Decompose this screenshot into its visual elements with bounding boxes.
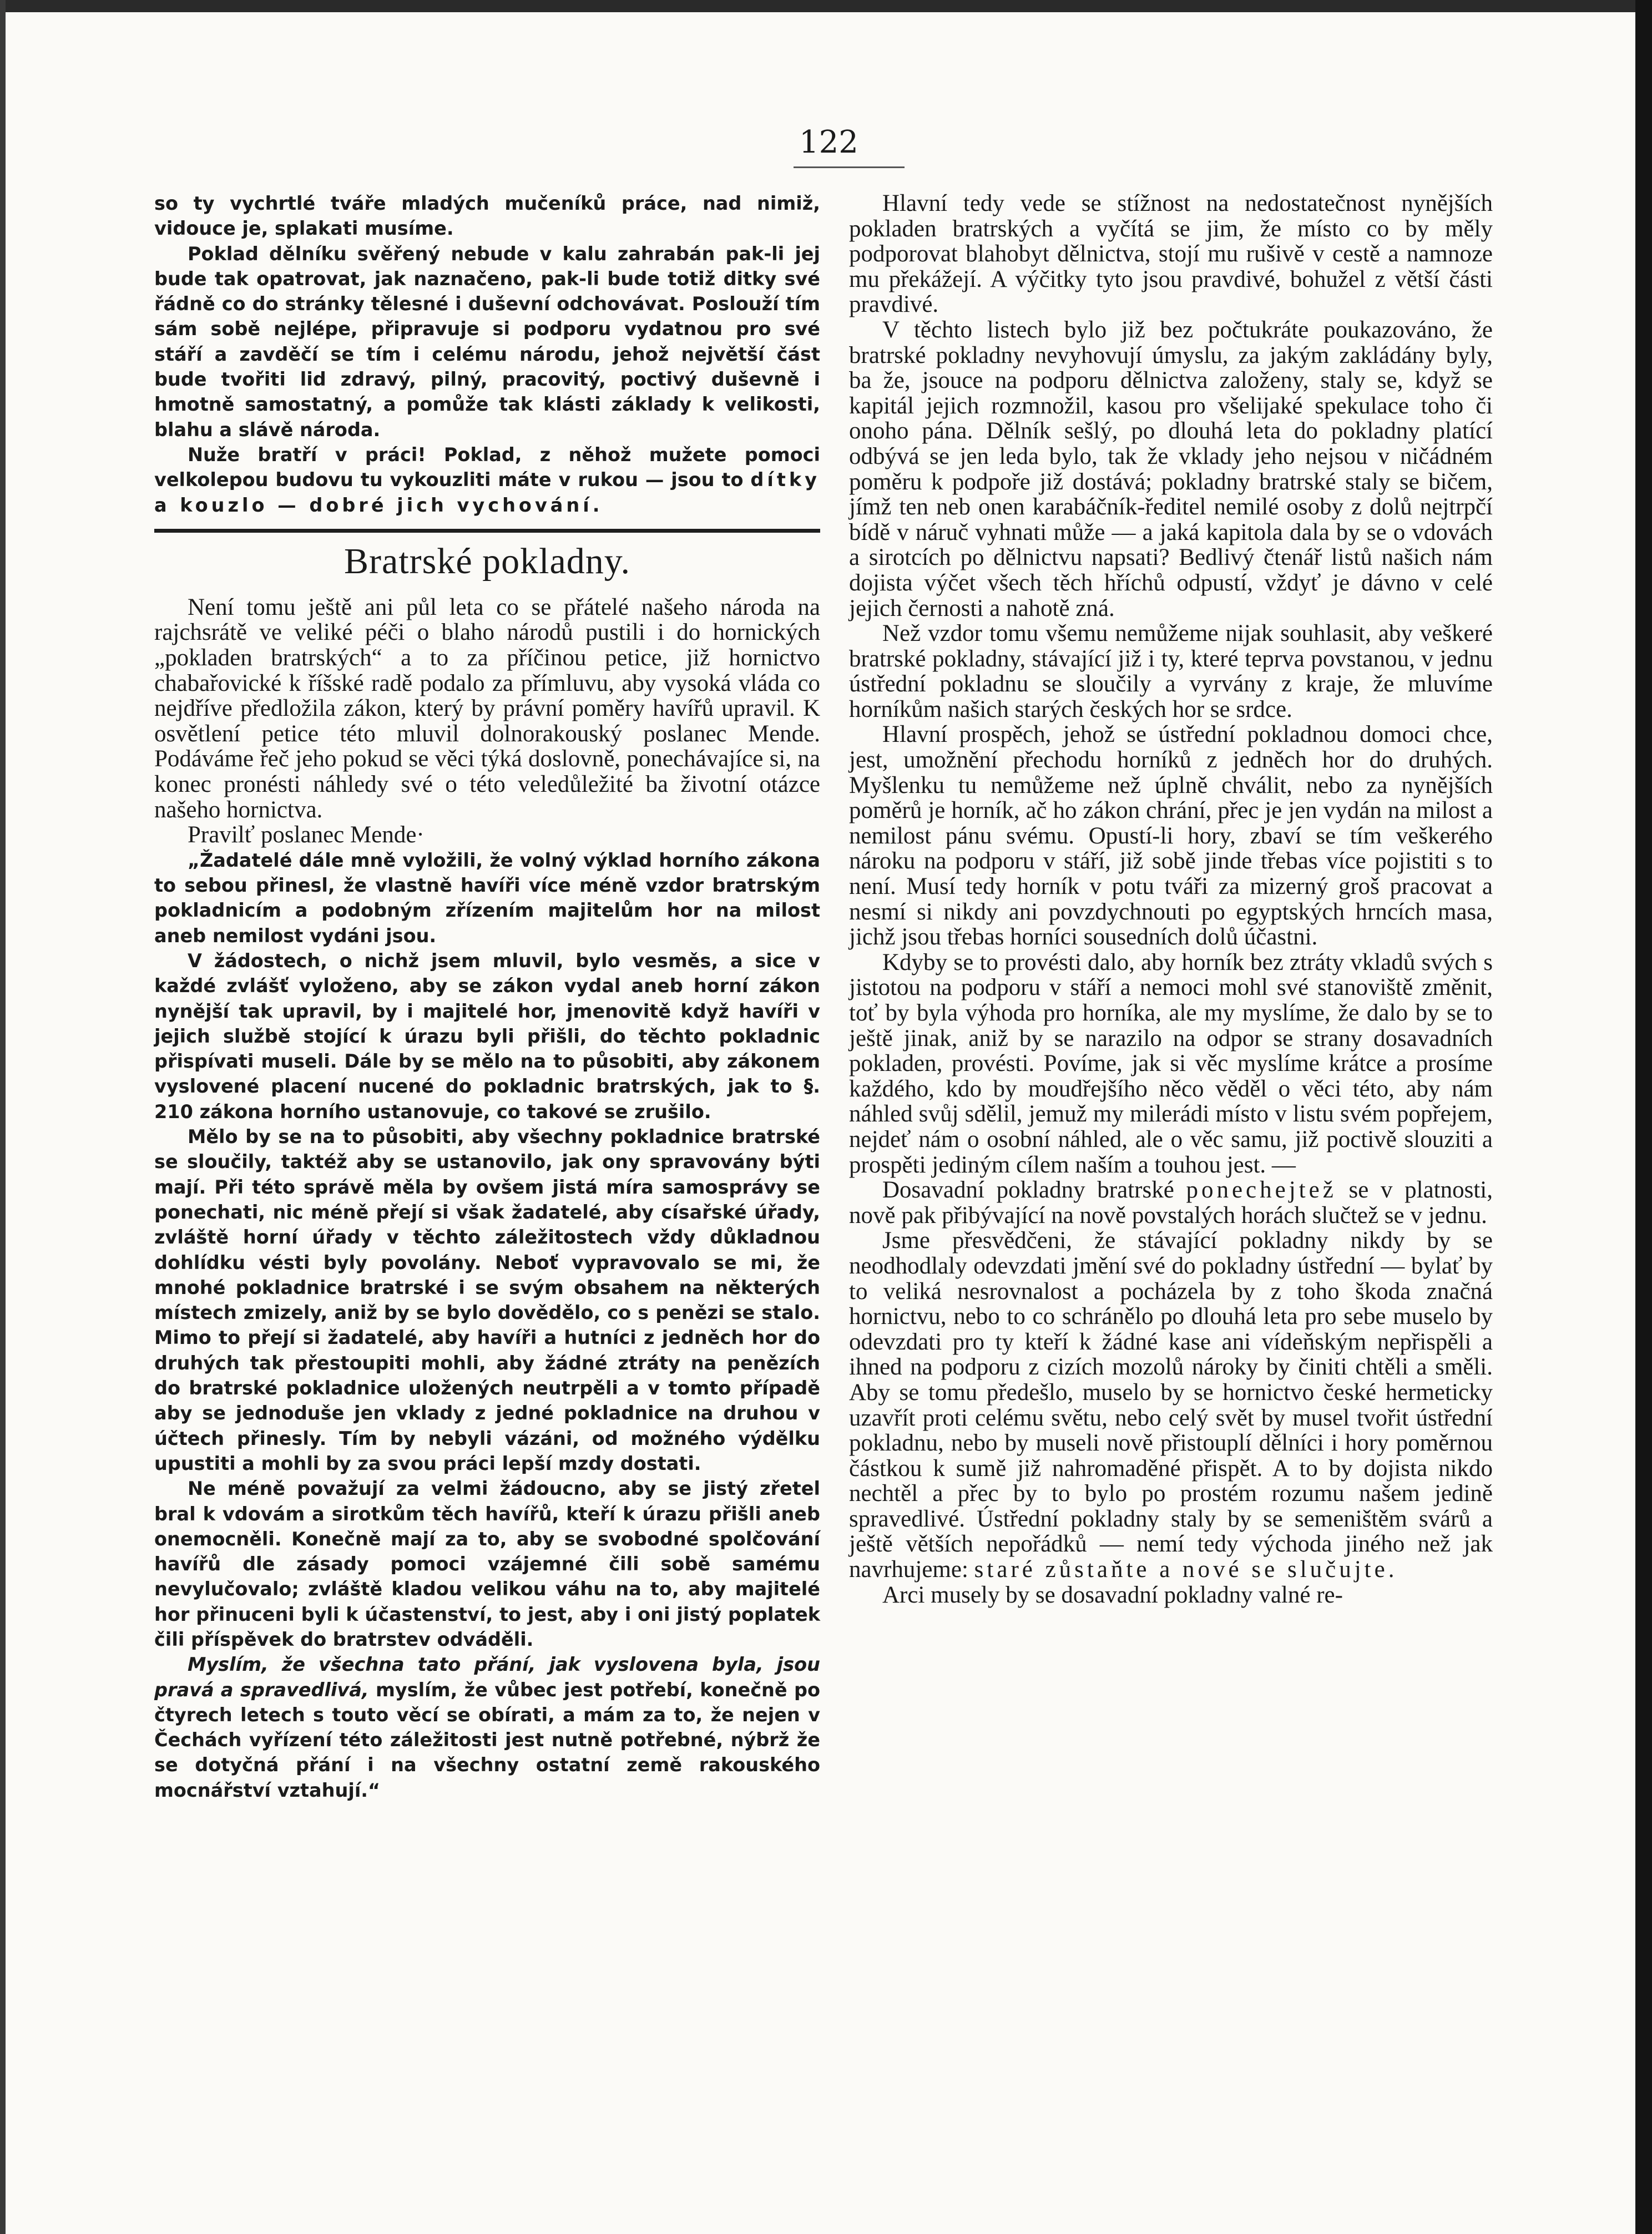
page-number-rule xyxy=(794,166,905,168)
keep-paragraph xyxy=(849,1177,1493,1228)
keep-text-before: Dosavadní pokladny bratrské xyxy=(882,1177,1186,1204)
closing-text: Nuže bratří v práci! Poklad, z něhož mužete pomoci velkolepou budovu tu vykouzliti máte v rukou — jsou to xyxy=(154,443,820,491)
last-line: Arci musely by se dosavadní pokladny valné re- xyxy=(882,1581,1343,1608)
article-paragraph: Hlavní prospěch, jehož se ústřední pokladnou domoci chce, jest, umožnění přechodu horníků z jedněch hor do druhých. Myšlenku tu nemůžeme než úplně chválit, nebo za nynějších poměrů je horník, ač ho zákon chrání, přec je jen vydán na milost a nemilost pánu svému. Opustí-li hory, zbaví se tím veškerého nároku na podporu v stáří, již sobě jinde třebas více pojistiti s to není. Musí tedy horník v potu tváři za mizerný groš pracovat a nesmí si nikdy ani povzdychnouti po egyptských hrncích masa, jichž jsou třebas horníci sousedních dolů účastni. xyxy=(849,721,1493,951)
conviction-spaced: staré zůstaňte a nové se slučujte. xyxy=(974,1556,1398,1583)
left-column xyxy=(154,191,820,1803)
speech-paragraph: Ne méně považují za velmi žádoucno, aby se jistý zřetel bral k vdovám a sirotkům těch havířů, kteří k úrazu přišli aneb onemocněli. Konečně mají za to, aby se svobodné spolčování havířů dle zásady pomoci vzájemné čili sobě samému nevylučovalo; zvláště kladou velikou váhu na to, aby majitelé hor přinuceni byli k účastenství, to jest, aby i oni jistý poplatek čili příspěvek do bratrstev odváděli. xyxy=(154,1478,820,1650)
closing-paragraph xyxy=(154,442,820,518)
speech-section xyxy=(154,848,820,1803)
speech-paragraph: „Žadatelé dále mně vyložili, že volný výklad horního zákona to sebou přinesl, že vlastně havíři více méně vzdor bratrským pokladnicím a podobným zřízením majitelům hor na milost aneb nemilost vydáni jsou. xyxy=(154,849,820,947)
article-paragraph: Hlavní tedy vede se stížnost na nedostatečnost nynějších pokladen bratrských a vyčítá se jim, že místo co by měly podporovat blahobyt dělnictva, stojí mu rušivě v cestě a namnoze mu překážejí. A výčitky tyto jsou pravdivé, bohužel z větší části pravdivé. xyxy=(849,190,1493,318)
keep-text-after: se v platnosti, nově pak přibývající na nově povstalých horách slučtež se v jednu. xyxy=(849,1177,1493,1229)
scan-border-top xyxy=(0,0,1652,12)
conviction-text: Jsme přesvědčeni, že stávající pokladny nikdy by se neodhodlaly odevzdati jmění své do pokladny ústřední — bylať by to veliká nesrovnalost a pocházela by z toho škoda značná hornictvu, nebo to co schránělo po dlouhá leta pro sebe muselo by odevzdati pro ty kteří k žádné kase ani vídeňským nepřispěli a ihned na podporu z cizích mozolů nároky by činiti chtěli a směli. Aby se tomu předešlo, muselo by se hornictvo české hermeticky uzavřít proti celému světu, nebo celý svět by musel tvořit ústřední pokladnu, nebo by museli nově přistouplí dělníci i hory poměrnou částkou k sumě již nahromaděné přispět. A to by dojista nikdo nechtěl a přec by to bylo po prostém rozumu našem jedině spravedlivé. Ústřední pokladny staly by se semeništěm svárů a ještě větších nepořádků — nemí tedy východa jiného než jak navrhujeme: xyxy=(849,1227,1493,1583)
article-paragraph: Kdyby se to provésti dalo, aby horník bez ztráty vkladů svých s jistotou na podporu v stáří a nemoci mohl své stanoviště změnit, toť by byla výhoda pro horníka, ale my myslíme, že dalo by se to ještě jinak, aniž by se narazilo na odpor se strany dosavadních pokladen, provésti. Povíme, jak si věc myslíme krátce a prosíme každého, kdo by moudřejšího něco věděl o věci této, aby nám náhled svůj sdělil, jemuž my milerádi místo v listu svém popřejem, nejdeť nám o osobní náhled, ale o věc samu, již poctivě slouziti a prospěti jediným cílem naším a touhou jest. — xyxy=(849,949,1493,1178)
page-number: 122 xyxy=(799,124,858,160)
speech-paragraph: V žádostech, o nichž jsem mluvil, bylo vesměs, a sice v každé zvlášť vyloženo, aby se zákon vydal aneb horní zákon nynější tak upravil, by i majitelé hor, jmenovitě když havíři v jejich službě stojící k úrazu byli přišli, do těchto pokladnic přispívati museli. Dále by se mělo na to působiti, aby zákonem vyslovené placení nucené do pokladnic bratrských, jak to §. 210 zákona horního ustanovuje, co takové se zrušilo. xyxy=(154,949,820,1123)
speech-final-text: myslím, že vůbec jest potřebí, konečně po čtyrech letech s touto věcí se obírati, a mám za to, že nejen v Čechách vyřízení této záležitosti jest nutně potřebné, nýbrž že se dotyčná přání i na všechny ostatní země rakouského mocnářství vztahují.“ xyxy=(154,1679,821,1801)
keep-spaced: ponechejtež xyxy=(1186,1177,1337,1204)
intro-section xyxy=(154,191,820,518)
closing-emphasis: dítky a kouzlo — dobré jich vychování. xyxy=(154,469,820,516)
article-paragraph: Není tomu ještě ani půl leta co se přátelé našeho národa na rajchsrátě ve veliké péči o blaho národů pustili i do hornických „pokladen bratrských“ a to za příčinou petice, již hornictvo chabařovické k říšské radě podalo za přímluvu, aby vysoká vláda co nejdříve předložila zákon, který by právní poměry havířů upravil. K osvětlení petice této mluvil dolnorakouský poslanec Mende. Podáváme řeč jeho pokud se věci týká doslovně, ponechávajíce si, na konec pronésti náhledy své o této veledůležité ba životní otázce našeho hornictva. xyxy=(154,594,820,823)
article-paragraph: Pravilť poslanec Mende· xyxy=(188,822,425,848)
right-column xyxy=(849,191,1493,1608)
speech-final-paragraph xyxy=(154,1652,820,1803)
article-paragraph: Než vzdor tomu všemu nemůžeme nijak souhlasit, aby veškeré bratrské pokladny, stávající již i ty, které teprva povstanou, v jednu ústřední pokladnu se sloučily a vyrvány z kraje, že mluvíme horníkům našich starých českých hor se srdce. xyxy=(849,620,1493,722)
speech-paragraph: Mělo by se na to působiti, aby všechny pokladnice bratrské se sloučily, taktéž aby se ustanovilo, jak ony spravovány býti mají. Při této správě měla by ovšem jistá míra samosprávy se ponechati, nic méně přejí si však žadatelé, aby císařské úřady, zvláště horní úřady v těchto záležitostech vždy důkladnou dohlídku vésti byly povolány. Neboť vypravovalo se mi, že mnohé pokladnice bratrské i se svým obsahem na některých místech zmizely, aniž by se bylo dovědělo, co s penězi se stalo. Mimo to přejí si žadatelé, aby havíři a hutníci z jedněch hor do druhých tak přestoupiti mohli, aby žádné ztráty na penězích do bratrské pokladnice uložených neutrpěli a v tomto případě aby se jednoduše jen vklady z jedné pokladnice na druhou v účtech přinesly. Tím by nebyli vázáni, od možného výdělku upustiti a mohli by za svou práci lepší mzdy dostati. xyxy=(154,1126,820,1474)
article-paragraph: V těchto listech bylo již bez počtukráte poukazováno, že bratrské pokladny nevyhovují úmyslu, za jakým zakládány byly, ba že, jsouce na podporu dělnictva založeny, staly se, když se kapitál jejich rozmnožil, kasou pro všelijaké spekulace toho či onoho pána. Dělník sešlý, po dlouhá leta do pokladny platící odbývá se jen leda bylo, tak že vklady jeho nejsou v ničádném poměru k podpoře již dostává; pokladny bratrské staly se bičem, jímž ten neb onen karabáčník-ředitel nemilé osoby z dolů nejtrpčí bídě v náruč vyhnati může — a jaká kapitola dala by se o vdovách a sirotcích po dělnictvu napsati? Bedlivý čtenář listů našich nám dojista výčet všech těch hříchů odpustí, vždyť je dávno v celé jejich černosti a nahotě zná. xyxy=(849,316,1493,621)
conviction-paragraph xyxy=(849,1228,1493,1582)
article-title: Bratrské pokladny. xyxy=(344,540,630,582)
intro-paragraph: so ty vychrtlé tváře mladých mučeníků práce, nad nimiž, vidouce je, splakati musíme. xyxy=(154,193,820,240)
speech-final-italic: Myslím, že všechna tato přání, jak vyslovena byla, jsou pravá a spravedlivá, xyxy=(154,1654,820,1701)
article-intro xyxy=(154,595,820,848)
intro-paragraph: Poklad dělníku svěřený nebude v kalu zahrabán pak-li jej bude tak opatrovat, jak naznačeno, pak-li bude totiž ditky své řádně co do stránky tělesné i duševní odchovávat. Poslouží tím sám sobě nejlépe, připravuje si podporu vydatnou pro své stáří a zavděčí se tím i celému národu, jehož největší část bude tvořiti lid zdravý, pilný, pracovitý, poctivý duševně i hmotně samostatný, a pomůže tak klásti základy k velikosti, blahu a slávě národa. xyxy=(154,242,820,441)
section-divider xyxy=(154,529,820,533)
scan-border-right xyxy=(1635,0,1652,2234)
scan-border-left xyxy=(0,0,6,2234)
